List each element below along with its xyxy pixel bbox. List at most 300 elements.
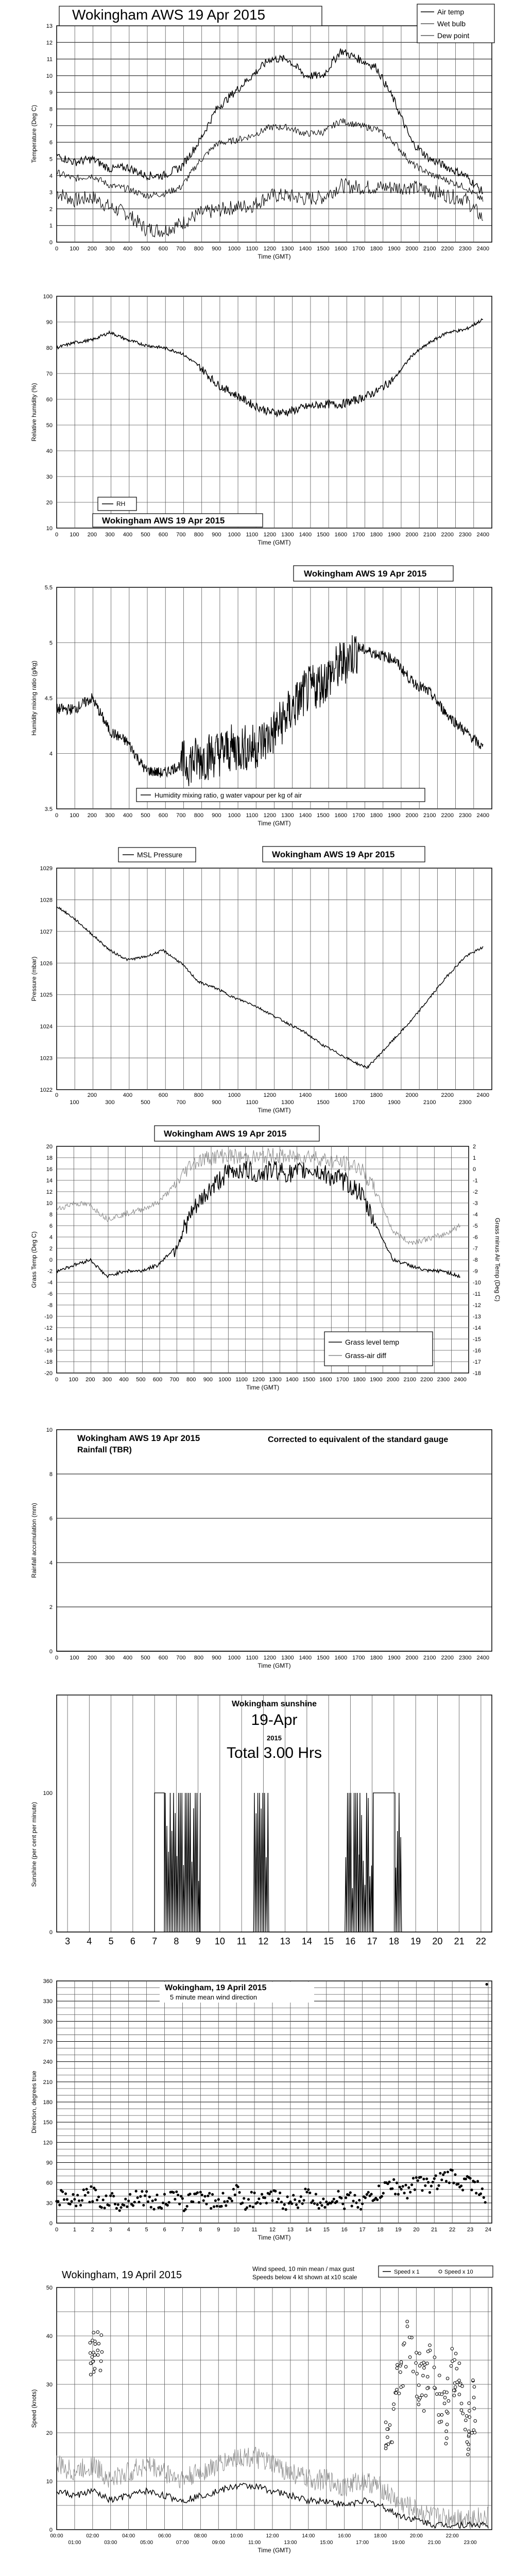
- ws-x10-point: [474, 2419, 477, 2422]
- ws-x10-point: [456, 2381, 459, 2384]
- wd-point: [259, 2202, 262, 2205]
- pr-x-tick-label-upper: 600: [158, 1092, 168, 1098]
- ws-x10-point: [408, 2336, 411, 2339]
- pr-x-tick-label-upper: 1200: [263, 1092, 277, 1098]
- ws-x-tick-label: 16:00: [338, 2533, 351, 2539]
- rf-x-tick-label: 1500: [317, 1655, 330, 1661]
- gr-x-axis-label: Time (GMT): [246, 1384, 280, 1391]
- wd-point: [126, 2206, 128, 2208]
- wd-point: [156, 2194, 158, 2196]
- rf-y-tick-label: 4: [49, 1560, 53, 1566]
- gr-y-right-tick-label: 0: [473, 1166, 476, 1173]
- gr-y-right-tick-label: 2: [473, 1144, 476, 1150]
- sun-x-tick-label: 3: [65, 1936, 71, 1946]
- gr-y-left-tick-label: 18: [46, 1155, 53, 1161]
- mr-x-tick-label: 100: [70, 812, 79, 819]
- ws-x10-point: [100, 2334, 103, 2337]
- sun-x-tick-label: 17: [367, 1936, 377, 1946]
- temp-x-tick-label: 2100: [423, 246, 436, 252]
- ws-x10-point: [96, 2353, 99, 2357]
- ws-x10-point: [426, 2375, 430, 2378]
- temperature-chart: [0, 0, 515, 278]
- mr-x-tick-label: 1900: [388, 812, 401, 819]
- mr-x-tick-label: 1600: [334, 812, 348, 819]
- ws-x10-point: [422, 2361, 425, 2364]
- ws-y-tick-label: 0: [49, 2527, 53, 2533]
- temp-y-tick-label: 7: [49, 123, 53, 129]
- sunshine-chart-panel: [0, 1685, 515, 1968]
- ws-x10-point: [385, 2444, 388, 2447]
- sun-y-tick-label: 0: [49, 1929, 53, 1936]
- mr-x-tick-label: 2000: [405, 812, 419, 819]
- ws-x10-point: [415, 2362, 418, 2365]
- ws-x10-point: [392, 2408, 396, 2411]
- wind-direction-chart-panel: [0, 1971, 515, 2259]
- wd-point: [483, 2196, 485, 2199]
- wd-point: [486, 1983, 488, 1986]
- wd-point: [355, 2201, 357, 2204]
- wd-point: [168, 2201, 170, 2204]
- wd-y-tick-label: 360: [43, 1978, 53, 1985]
- gr-y-right-axis-label: Grass minus Air Temp (Deg C): [494, 1217, 501, 1302]
- wd-point: [476, 2180, 479, 2182]
- rh-x-tick-label: 600: [158, 532, 168, 538]
- ws-x10-point: [418, 2352, 421, 2355]
- wd-point: [325, 2200, 328, 2203]
- wd-y-tick-label: 60: [46, 2180, 53, 2187]
- temp-x-tick-label: 800: [194, 246, 204, 252]
- pr-x-tick-label-lower: 1300: [281, 1099, 294, 1106]
- ws-x10-point: [423, 2366, 426, 2369]
- wd-point: [88, 2201, 91, 2204]
- ws-x10-point: [447, 2399, 450, 2402]
- temp-x-tick-label: 1700: [352, 246, 365, 252]
- mr-y-tick-label: 4.5: [44, 696, 53, 702]
- wd-point: [208, 2192, 211, 2195]
- rf-x-tick-label: 1100: [246, 1655, 259, 1661]
- temp-x-tick-label: 1100: [246, 246, 259, 252]
- ws-x-tick-label: 23:00: [464, 2540, 477, 2546]
- mr-x-tick-label: 1300: [281, 812, 294, 819]
- pr-y-tick-label: 1027: [40, 928, 53, 935]
- gr-x-tick-label: 200: [85, 1377, 95, 1383]
- ws-x10-point: [99, 2360, 102, 2363]
- wd-point: [402, 2185, 404, 2188]
- rh-y-tick-label: 50: [46, 422, 53, 429]
- ws-x10-point: [398, 2392, 401, 2395]
- rh-x-tick-label: 1500: [317, 532, 330, 538]
- wd-point: [313, 2202, 316, 2205]
- wd-point: [270, 2191, 272, 2193]
- wd-point: [461, 2189, 464, 2191]
- wd-point: [443, 2171, 446, 2174]
- wd-point: [460, 2184, 462, 2187]
- ws-x10-point: [428, 2344, 432, 2347]
- temp-x-tick-label: 1200: [263, 246, 277, 252]
- pressure-chart: [0, 842, 515, 1121]
- ws-x10-point: [453, 2394, 456, 2397]
- wd-point: [319, 2201, 322, 2204]
- wd-point: [271, 2199, 273, 2202]
- ws-x10-point: [468, 2430, 471, 2433]
- wd-point: [73, 2198, 76, 2200]
- temp-y-tick-label: 11: [46, 56, 53, 63]
- gr-y-left-tick-label: -14: [44, 1336, 53, 1343]
- pr-x-tick-label-lower: 500: [141, 1099, 150, 1106]
- wd-point: [320, 2204, 323, 2207]
- wind-speed-chart-panel: [0, 2262, 515, 2571]
- wd-point: [274, 2190, 277, 2192]
- temp-x-tick-label: 1900: [388, 246, 401, 252]
- wd-point: [75, 2205, 77, 2207]
- ws-x10-point: [388, 2424, 391, 2427]
- ws-x10-point: [96, 2349, 99, 2352]
- gr-y-left-tick-label: -2: [47, 1268, 53, 1275]
- wd-point: [154, 2198, 157, 2201]
- wd-point: [475, 2192, 477, 2194]
- ws-x10-point: [92, 2331, 95, 2334]
- temp-y-tick-label: 5: [49, 156, 53, 163]
- wd-point: [312, 2199, 314, 2202]
- rf-chart-subtitle: Rainfall (TBR): [77, 1446, 132, 1454]
- wd-point: [111, 2192, 113, 2195]
- gr-y-right-tick-label: -16: [473, 1348, 481, 1354]
- ws-x-tick-label: 15:00: [320, 2540, 333, 2546]
- wd-x-tick-label: 2: [91, 2227, 94, 2233]
- wd-point: [268, 2193, 271, 2195]
- ws-x-tick-label: 04:00: [122, 2533, 135, 2539]
- wind-direction-chart: [0, 1971, 515, 2259]
- wd-point: [469, 2177, 472, 2180]
- rainfall-chart-panel: [0, 1404, 515, 1682]
- rf-y-tick-label: 2: [49, 1604, 53, 1611]
- wd-point: [105, 2194, 107, 2197]
- wd-point: [104, 2207, 106, 2209]
- ws-x-tick-label: 20:00: [409, 2533, 423, 2539]
- ws-x10-point: [399, 2371, 402, 2374]
- mr-x-tick-label: 600: [158, 812, 168, 819]
- temp-x-tick-label: 200: [87, 246, 97, 252]
- temp-x-tick-label: 2000: [405, 246, 419, 252]
- ws-x10-point: [96, 2331, 99, 2334]
- pr-x-tick-label-upper: 1400: [299, 1092, 312, 1098]
- wd-point: [229, 2197, 232, 2200]
- mr-y-tick-label: 3.5: [44, 806, 53, 812]
- wd-point: [349, 2191, 352, 2194]
- wd-point: [367, 2191, 370, 2194]
- ws-x-tick-label: 22:00: [445, 2533, 459, 2539]
- ws-x10-point: [473, 2407, 476, 2410]
- wd-point: [404, 2184, 407, 2187]
- gr-x-tick-label: 300: [102, 1377, 112, 1383]
- ws-x10-point: [443, 2402, 446, 2405]
- wd-point: [442, 2173, 444, 2176]
- wd-point: [201, 2194, 203, 2196]
- rh-x-tick-label: 2200: [441, 532, 454, 538]
- ws-y-tick-label: 50: [46, 2285, 53, 2291]
- wd-point: [102, 2198, 105, 2201]
- gr-x-tick-label: 1700: [336, 1377, 349, 1383]
- wd-point: [425, 2178, 428, 2180]
- wd-point: [57, 2200, 59, 2202]
- wd-point: [202, 2199, 205, 2202]
- rh-x-tick-label: 800: [194, 532, 204, 538]
- wd-point: [376, 2198, 379, 2201]
- ws-x10-point: [455, 2367, 458, 2370]
- wd-point: [246, 2206, 248, 2209]
- ws-x10-point: [468, 2410, 471, 2413]
- ws-x10-point: [458, 2384, 461, 2387]
- sun-x-tick-label: 11: [236, 1936, 247, 1946]
- mr-x-tick-label: 1100: [246, 812, 259, 819]
- wd-point: [439, 2172, 441, 2175]
- mr-x-tick-label: 1400: [299, 812, 312, 819]
- wd-x-tick-label: 14: [305, 2227, 312, 2233]
- wd-point: [352, 2200, 355, 2202]
- wd-point: [151, 2199, 154, 2202]
- ws-x10-point: [458, 2393, 461, 2396]
- rf-x-tick-label: 2400: [476, 1655, 489, 1661]
- pr-legend-label: MSL Pressure: [137, 851, 183, 859]
- rh-x-tick-label: 2000: [405, 532, 419, 538]
- gr-y-left-tick-label: 14: [46, 1178, 53, 1184]
- rf-x-tick-label: 1000: [228, 1655, 241, 1661]
- wd-point: [417, 2179, 419, 2182]
- ws-x10-point: [422, 2410, 425, 2413]
- ws-x10-point: [460, 2409, 463, 2412]
- wd-point: [72, 2193, 74, 2196]
- wd-point: [277, 2197, 280, 2200]
- ws-x10-point: [89, 2351, 92, 2354]
- wd-point: [178, 2202, 181, 2205]
- mr-x-tick-label: 500: [141, 812, 150, 819]
- temperature-chart-panel: [0, 0, 515, 278]
- wd-point: [175, 2191, 178, 2193]
- ws-x10-point: [467, 2448, 470, 2451]
- ws-x10-point: [93, 2367, 96, 2370]
- gr-x-tick-label: 500: [136, 1377, 146, 1383]
- ws-x10-point: [468, 2416, 471, 2419]
- pr-x-tick-label-upper: 0: [55, 1092, 59, 1098]
- wd-point: [96, 2199, 98, 2201]
- wd-point: [138, 2201, 140, 2204]
- wd-point: [162, 2201, 164, 2204]
- ws-x10-point: [400, 2361, 403, 2364]
- wd-x-tick-label: 24: [485, 2227, 492, 2233]
- gr-x-tick-label: 1500: [302, 1377, 316, 1383]
- rf-y-axis-label: Rainfall accumulation (mm): [30, 1503, 38, 1578]
- ws-x10-point: [472, 2396, 475, 2399]
- rf-x-axis-label: Time (GMT): [258, 1662, 291, 1669]
- temp-y-tick-label: 9: [49, 90, 53, 96]
- wd-point: [135, 2190, 138, 2192]
- wd-point: [294, 2198, 296, 2201]
- wd-point: [78, 2199, 80, 2202]
- sun-x-tick-label: 8: [174, 1936, 179, 1946]
- ws-x10-point: [450, 2365, 453, 2368]
- ws-x-tick-label: 05:00: [140, 2540, 153, 2546]
- ws-x10-point: [100, 2350, 104, 2353]
- wd-point: [145, 2190, 148, 2193]
- wd-point: [435, 2174, 437, 2177]
- wd-point: [318, 2207, 320, 2210]
- wd-point: [58, 2204, 61, 2206]
- wd-point: [241, 2201, 244, 2204]
- rh-x-tick-label: 1700: [352, 532, 365, 538]
- ws-x10-point: [404, 2365, 407, 2368]
- ws-x10-point: [438, 2421, 441, 2424]
- temp-y-tick-label: 13: [46, 23, 53, 29]
- ws-x10-point: [386, 2436, 389, 2439]
- ws-x10-point: [97, 2342, 100, 2345]
- wd-x-tick-label: 11: [251, 2227, 258, 2233]
- wd-point: [136, 2196, 139, 2199]
- wd-point: [412, 2177, 415, 2179]
- gr-x-tick-label: 2200: [420, 1377, 433, 1383]
- pr-x-axis-label: Time (GMT): [258, 1107, 291, 1114]
- mr-legend-label: Humidity mixing ratio, g water vapour per kg of air: [154, 791, 302, 799]
- ws-x10-point: [445, 2430, 448, 2433]
- wd-point: [432, 2181, 434, 2183]
- sun-x-tick-label: 10: [214, 1936, 225, 1946]
- rf-y-tick-label: 10: [46, 1427, 53, 1433]
- wd-y-tick-label: 30: [46, 2200, 53, 2207]
- ws-x10-point: [408, 2355, 411, 2359]
- wd-point: [304, 2188, 306, 2190]
- mr-x-tick-label: 900: [212, 812, 221, 819]
- wd-x-tick-label: 12: [269, 2227, 276, 2233]
- wd-point: [150, 2206, 152, 2209]
- wd-x-tick-label: 16: [341, 2227, 348, 2233]
- rh-x-tick-label: 400: [123, 532, 133, 538]
- wd-point: [421, 2189, 423, 2192]
- wd-point: [323, 2206, 326, 2209]
- gr-x-tick-label: 1100: [235, 1377, 248, 1383]
- ws-x10-point: [416, 2395, 419, 2398]
- sun-x-tick-label: 12: [258, 1936, 269, 1946]
- wd-y-tick-label: 270: [43, 2039, 53, 2045]
- wd-point: [64, 2192, 67, 2195]
- gr-y-left-tick-label: 12: [46, 1189, 53, 1195]
- rh-y-tick-label: 90: [46, 319, 53, 326]
- temp-y-tick-label: 3: [49, 190, 53, 196]
- rf-x-tick-label: 2300: [459, 1655, 472, 1661]
- wd-point: [451, 2169, 454, 2172]
- wd-y-tick-label: 300: [43, 2019, 53, 2025]
- sun-chart-date: 19-Apr: [251, 1711, 298, 1728]
- wd-point: [163, 2193, 166, 2195]
- wd-point: [437, 2184, 440, 2187]
- pressure-chart-panel: [0, 842, 515, 1121]
- pr-y-tick-label: 1026: [40, 960, 53, 967]
- rf-plot-area: [57, 1430, 492, 1651]
- sun-x-tick-label: 5: [108, 1936, 114, 1946]
- mr-x-tick-label: 2400: [476, 812, 489, 819]
- rh-y-tick-label: 30: [46, 474, 53, 480]
- gr-y-left-tick-label: 8: [49, 1212, 53, 1218]
- gr-x-tick-label: 1900: [370, 1377, 383, 1383]
- wd-point: [132, 2204, 134, 2207]
- wd-point: [124, 2198, 127, 2200]
- wd-point: [112, 2195, 115, 2197]
- pr-x-tick-label-upper: 800: [194, 1092, 204, 1098]
- mr-x-tick-label: 700: [176, 812, 186, 819]
- ws-x10-point: [392, 2403, 396, 2406]
- wd-point: [479, 2192, 482, 2195]
- rh-x-tick-label: 100: [70, 532, 79, 538]
- temp-x-tick-label: 1000: [228, 246, 241, 252]
- wd-point: [238, 2191, 241, 2194]
- wd-point: [166, 2204, 169, 2207]
- wd-point: [340, 2197, 342, 2199]
- ws-x10-point: [418, 2399, 421, 2402]
- sun-chart-total: Total 3.00 Hrs: [226, 1744, 322, 1761]
- wind-speed-chart: [0, 2262, 515, 2571]
- ws-x10-point: [424, 2394, 427, 2397]
- wd-point: [361, 2202, 364, 2205]
- ws-x10-point: [468, 2433, 471, 2436]
- wd-point: [205, 2202, 208, 2205]
- rh-x-tick-label: 1800: [370, 532, 383, 538]
- ws-x10-point: [415, 2351, 418, 2354]
- gr-y-left-tick-label: -6: [47, 1291, 53, 1297]
- sun-x-tick-label: 20: [432, 1936, 443, 1946]
- temp-y-tick-label: 1: [49, 223, 53, 229]
- wd-x-tick-label: 22: [449, 2227, 456, 2233]
- rh-x-tick-label: 2400: [476, 532, 489, 538]
- rh-x-tick-label: 1900: [388, 532, 401, 538]
- sun-y-tick-label: 100: [43, 1790, 53, 1797]
- wd-point: [345, 2196, 347, 2199]
- rh-y-axis-label: Relative humidity (%): [30, 383, 38, 442]
- wd-point: [174, 2198, 176, 2200]
- ws-y-tick-label: 30: [46, 2382, 53, 2388]
- wd-point: [225, 2204, 227, 2207]
- ws-x-tick-label: 12:00: [266, 2533, 279, 2539]
- gr-y-left-tick-label: -10: [44, 1314, 53, 1320]
- rf-chart-title: Wokingham AWS 19 Apr 2015: [77, 1433, 200, 1443]
- gr-y-right-tick-label: -11: [473, 1291, 481, 1297]
- pr-x-tick-label-upper: 400: [123, 1092, 133, 1098]
- ws-chart-title: Wokingham, 19 April 2015: [62, 2269, 182, 2281]
- sunshine-chart: [0, 1685, 515, 1968]
- ws-x10-point: [421, 2394, 424, 2397]
- pr-x-tick-label-upper: 1000: [228, 1092, 241, 1098]
- rainfall-chart: [0, 1404, 515, 1682]
- wd-point: [216, 2205, 218, 2208]
- wd-point: [445, 2180, 448, 2182]
- mr-x-tick-label: 300: [105, 812, 115, 819]
- wd-point: [66, 2198, 68, 2201]
- wd-x-tick-label: 13: [287, 2227, 294, 2233]
- ws-x10-point: [433, 2366, 436, 2369]
- ws-legend-label: Speed x 1: [394, 2269, 420, 2275]
- wd-point: [351, 2205, 353, 2207]
- wd-point: [481, 2188, 484, 2190]
- gr-x-tick-label: 1800: [353, 1377, 366, 1383]
- wd-chart-title: Wokingham, 19 April 2015: [165, 1984, 267, 1992]
- gr-y-right-tick-label: -18: [473, 1370, 481, 1377]
- ws-x-tick-label: 14:00: [302, 2533, 315, 2539]
- ws-x10-point: [394, 2392, 398, 2395]
- temp-y-tick-label: 6: [49, 140, 53, 146]
- wd-point: [234, 2194, 236, 2196]
- mr-x-tick-label: 800: [194, 812, 204, 819]
- ws-x10-point: [89, 2342, 92, 2345]
- rf-chart-note: Corrected to equivalent of the standard gauge: [268, 1435, 449, 1444]
- wd-point: [231, 2199, 233, 2202]
- gr-x-tick-label: 800: [186, 1377, 196, 1383]
